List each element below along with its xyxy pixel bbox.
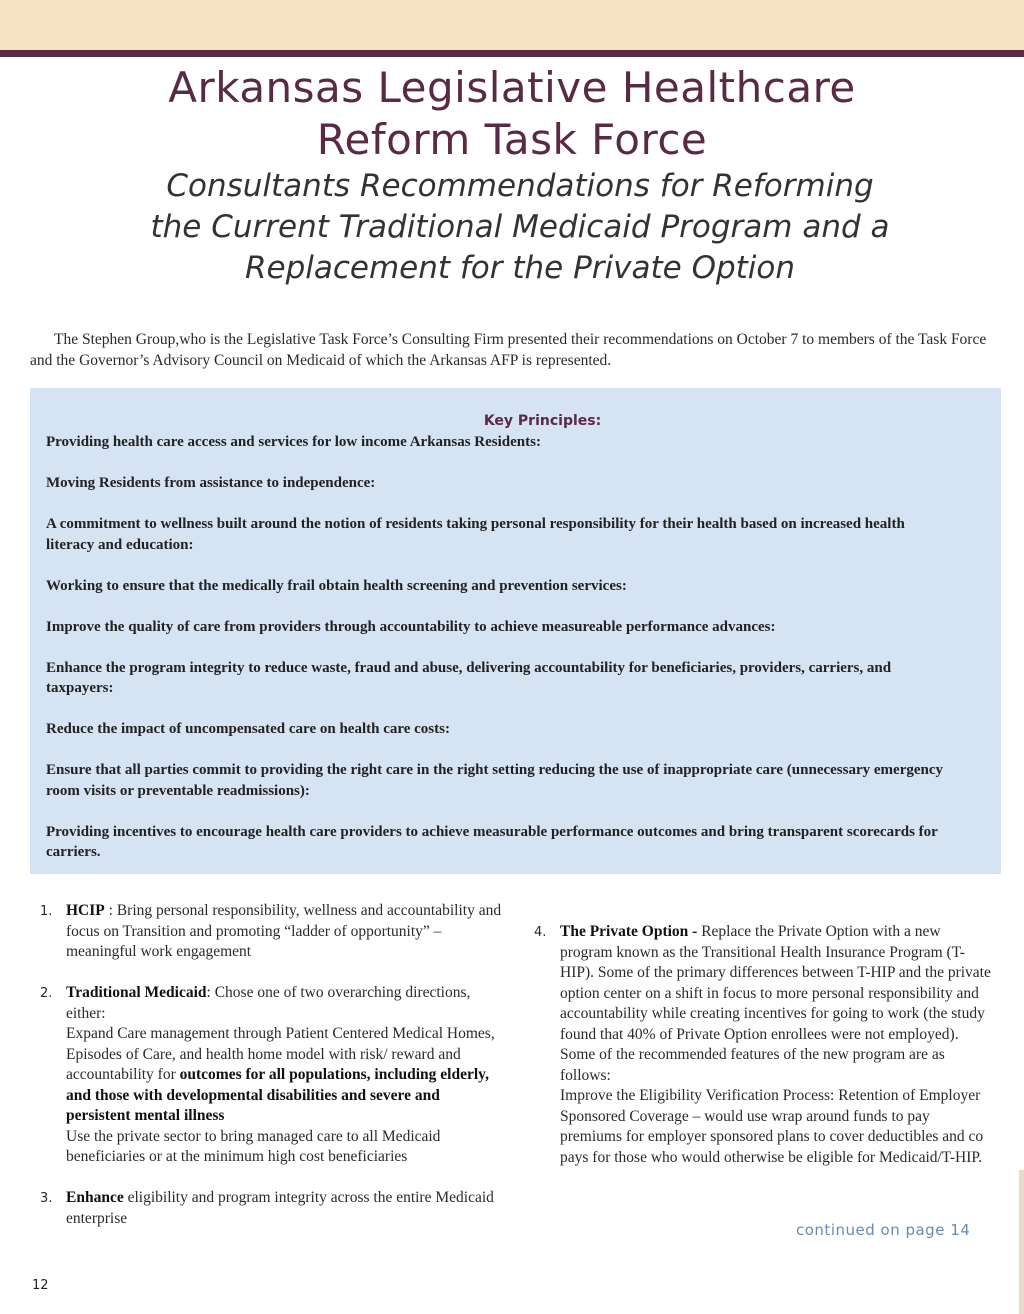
recommendation-item-traditional-medicaid [36, 983, 506, 1168]
key-principles-heading: Key Principles: [483, 413, 602, 429]
item-text: Chose one of two overarching directions, either: [66, 984, 471, 1022]
principle-item: Providing health care access and services for low income Arkansas Residents: [46, 434, 541, 450]
option-1-bold-text: outcomes for all populations, including elderly, and those with developmental disabilities and severe and persistent mental illness [66, 1066, 489, 1124]
item-text-continued: Improve the Eligibility Verification Process: Retention of Employer Sponsored Coverage – would use wrap around funds to pay premiums for employer sponsored plans to cover deductibles and co pays for those who would otherwise be eligible for Medicaid/T-HIP. [560, 1087, 984, 1166]
principle-item: Moving Residents from assistance to independence: [46, 475, 376, 491]
item-number: 1. [40, 904, 53, 919]
principle-item: Improve the quality of care from providers through accountability to achieve measureable performance advances: [46, 618, 776, 635]
item-text: Bring personal responsibility, wellness and accountability and focus on Transition and promoting “ladder of opportunity” – meaningful work engagement [66, 902, 502, 960]
item-number: 2. [40, 986, 53, 1001]
principle-item: Providing incentives to encourage health care providers to achieve measurable performance outcomes and bring transparent scorecards for carriers. [46, 823, 938, 860]
item-number: 3. [40, 1191, 53, 1206]
recommendations-left-column [36, 901, 506, 1250]
option-1-text: Expand Care management through Patient Centered Medical Homes, Episodes of Care, and health home model with risk/ reward and accountability for [66, 1025, 495, 1083]
key-principles-box [30, 388, 1001, 874]
principle-item: Reduce the impact of uncompensated care on health care costs: [46, 721, 450, 737]
top-rule-divider [0, 50, 1024, 57]
principle-item: Ensure that all parties commit to providing the right care in the right setting reducing the use of inappropriate care (unnecessary emergency room visits or preventable readmissions): [46, 762, 944, 799]
subtitle-line-2: the Current Traditional Medicaid Program and a [150, 209, 890, 245]
item-number: 4. [534, 925, 547, 940]
page-title [0, 62, 1024, 166]
title-line-1: Arkansas Legislative Healthcare [168, 63, 856, 112]
item-title: The Private Option - [560, 923, 698, 940]
item-text: eligibility and program integrity across the entire Medicaid enterprise [66, 1189, 494, 1227]
item-title: Enhance [66, 1189, 124, 1206]
principle-item: Enhance the program integrity to reduce waste, fraud and abuse, delivering accountability for beneficiaries, providers, carriers, and taxpayers: [46, 659, 892, 696]
page-number: 12 [32, 1278, 49, 1293]
top-color-band [0, 0, 1024, 50]
item-option-2: Use the private sector to bring managed care to all Medicaid beneficiaries or at the minimum high cost beneficiaries [66, 1127, 441, 1165]
item-title: Traditional Medicaid [66, 984, 207, 1001]
title-line-2: Reform Task Force [316, 115, 708, 164]
item-title: HCIP [66, 902, 105, 919]
recommendation-item-enhance [36, 1188, 506, 1229]
page-edge-decoration [1019, 1170, 1024, 1314]
recommendation-item-hcip [36, 901, 506, 963]
item-option-1 [66, 1024, 506, 1127]
recommendations-right-column [530, 922, 995, 1189]
item-separator: : [206, 984, 215, 1001]
subtitle-line-1: Consultants Recommendations for Reforming [166, 168, 874, 204]
continued-note: continued on page 14 [796, 1221, 971, 1239]
item-text: Replace the Private Option with a new program known as the Transitional Health Insurance Program (T-HIP). Some of the primary differences between T-HIP and the private option center on a shift in focus to more personal responsibility and accountability while creating incentives for going to work (the study found that 40% of Private Option enrollees were not employed). Some of the recommended features of the new program are as follows: [560, 923, 991, 1084]
intro-paragraph: The Stephen Group,who is the Legislative Task Force’s Consulting Firm presented their recommendations on October 7 to members of the Task Force and the Governor’s Advisory Council on Medicaid of which the Arkansas AFP is represented. [30, 331, 987, 369]
principle-item: Working to ensure that the medically frail obtain health screening and prevention services: [46, 577, 627, 594]
item-separator: : [104, 902, 117, 919]
key-principles-list [46, 432, 951, 883]
subtitle-line-3: Replacement for the Private Option [244, 250, 796, 286]
principle-item: A commitment to wellness built around the notion of residents taking personal responsibility for their health based on increased health literacy and education: [46, 516, 905, 553]
page-subtitle [0, 166, 1024, 289]
recommendation-item-private-option [530, 922, 995, 1168]
